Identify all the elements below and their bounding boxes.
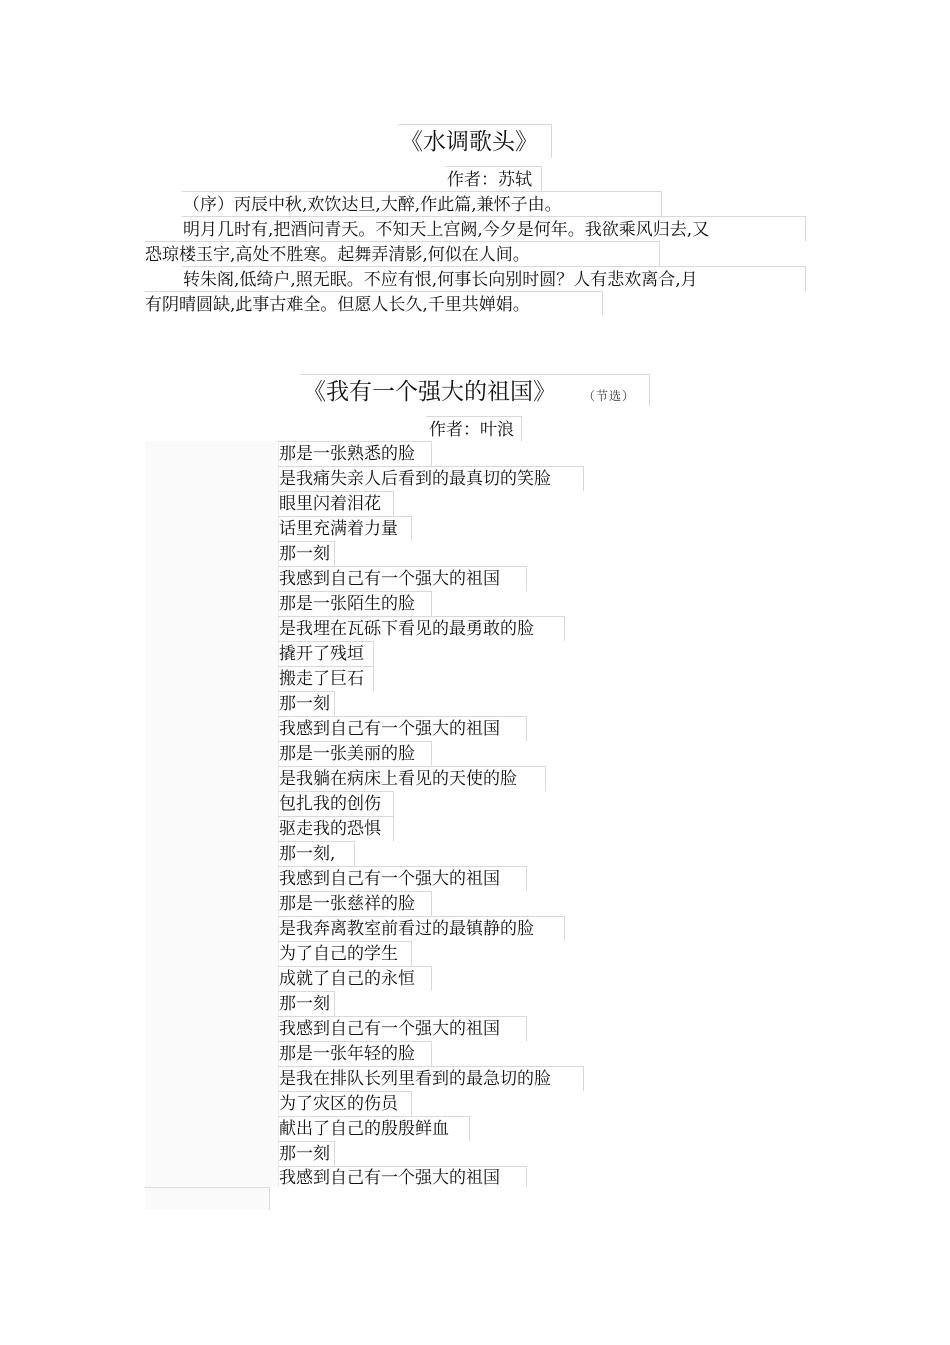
poem1-preface: （序）丙辰中秋,欢饮达旦,大醉,作此篇,兼怀子由。: [183, 195, 562, 215]
poem-line: 那一刻: [279, 694, 330, 714]
poem-line: 撬开了残垣: [279, 644, 364, 664]
poem-line: 我感到自己有一个强大的祖国: [279, 1168, 500, 1188]
poem-line: 成就了自己的永恒: [279, 969, 415, 989]
poem2-title: 《我有一个强大的祖国》: [303, 379, 556, 405]
poem-line: 搬走了巨石: [279, 669, 364, 689]
poem-line: 那一刻: [279, 994, 330, 1014]
poem1-para1-line1: 明月几时有,把酒问青天。不知天上宫阙,今夕是何年。我欲乘风归去,又: [183, 220, 710, 240]
poem1-para2-line2: 有阴晴圆缺,此事古难全。但愿人长久,千里共婵娟。: [145, 295, 530, 315]
poem1-para1-line2: 恐琼楼玉宇,高处不胜寒。起舞弄清影,何似在人间。: [145, 245, 530, 265]
poem-line: 是我躺在病床上看见的天使的脸: [279, 769, 517, 789]
poem-line: 我感到自己有一个强大的祖国: [279, 719, 500, 739]
poem-line: 眼里闪着泪花: [279, 494, 381, 514]
poem-line: 驱走我的恐惧: [279, 819, 381, 839]
poem-line: 我感到自己有一个强大的祖国: [279, 569, 500, 589]
poem-line: 那是一张年轻的脸: [279, 1044, 415, 1064]
poem-line: 献出了自己的殷殷鲜血: [279, 1119, 449, 1139]
poem-line: 那是一张慈祥的脸: [279, 894, 415, 914]
poem-line: 那一刻,: [279, 844, 336, 864]
poem-line: 是我奔离教室前看过的最镇静的脸: [279, 919, 534, 939]
poem2-note: （节选）: [583, 389, 636, 403]
poem1-author: 作者：苏轼: [447, 170, 532, 190]
poem-line: 为了灾区的伤员: [279, 1094, 398, 1114]
poem-line: 包扎我的创伤: [279, 794, 381, 814]
poem1-title: 《水调歌头》: [400, 129, 538, 155]
poem-line: 话里充满着力量: [279, 519, 398, 539]
poem-line: 那一刻: [279, 1144, 330, 1164]
poem-line: 我感到自己有一个强大的祖国: [279, 869, 500, 889]
poem1-para2-line1: 转朱阁,低绮户,照无眠。不应有恨,何事长向别时圆？人有悲欢离合,月: [183, 270, 698, 290]
poem-line: 为了自己的学生: [279, 944, 398, 964]
poem-line: 那是一张陌生的脸: [279, 594, 415, 614]
poem-line: 是我痛失亲人后看到的最真切的笑脸: [279, 469, 551, 489]
poem-line: 我感到自己有一个强大的祖国: [279, 1019, 500, 1039]
poem2-author: 作者：叶浪: [429, 420, 514, 440]
poem-line: 是我在排队长列里看到的最急切的脸: [279, 1069, 551, 1089]
poem-line: 那是一张美丽的脸: [279, 744, 415, 764]
left-indent-margin: [145, 441, 279, 1187]
poem-line: 那一刻: [279, 544, 330, 564]
footer-cell: [145, 1187, 270, 1210]
poem-line: 是我埋在瓦砾下看见的最勇敢的脸: [279, 619, 534, 639]
poem-line: 那是一张熟悉的脸: [279, 444, 415, 464]
